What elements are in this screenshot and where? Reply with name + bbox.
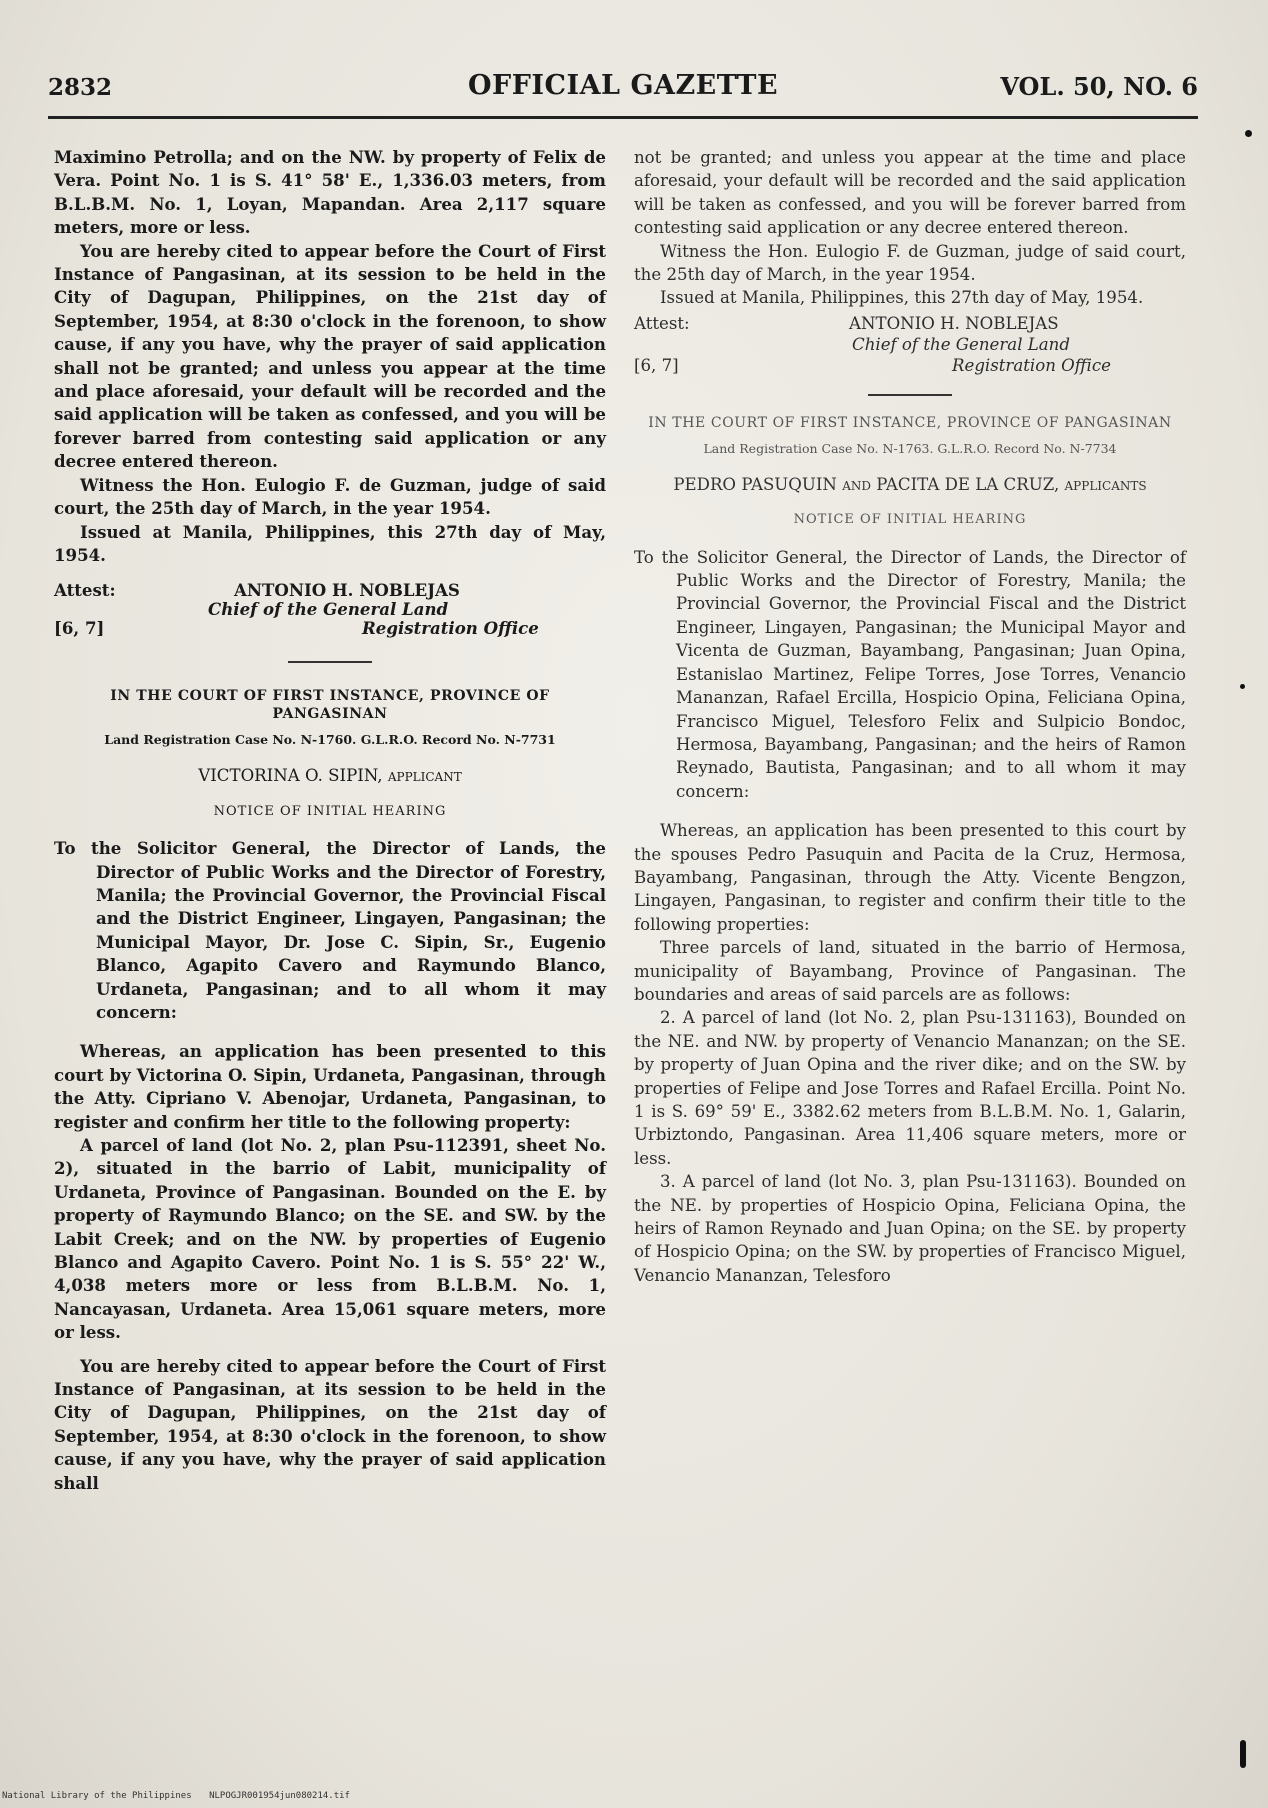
attest-label: Attest: <box>54 580 116 601</box>
attest-name: ANTONIO H. NOBLEJAS <box>849 313 1059 333</box>
parcels-intro-paragraph: Three parcels of land, situated in the barrio of Hermosa, municipality of Bayambang, Province of Pangasinan. The boundaries and areas of said parcels are as follows: <box>634 938 1186 1004</box>
issue-code: [6, 7] <box>634 355 679 375</box>
attest-title-line-1: Chief of the General Land <box>852 334 1070 354</box>
publication-title: OFFICIAL GAZETTE <box>468 70 779 101</box>
addressee-paragraph: To the Solicitor General, the Director of Lands, the Director of Public Works and the Director of Forestry, Manila; the Provincial Governor, the Provincial Fiscal and the District Engineer, Lingayen, Pangasinan; the Municipal Mayor, Dr. Jose C. Sipin, Sr., Eugenio Blanco, Agapito Cavero and Raymundo Blanco, Urdaneta, Pangasinan; and to all whom it may concern: <box>54 838 606 1022</box>
right-column <box>634 146 1186 1287</box>
section-divider <box>288 661 372 663</box>
parcel-3-paragraph: 3. A parcel of land (lot No. 3, plan Psu-131163). Bounded on the NE. by properties of Hospicio Opina, Feliciana Opina, the heirs of Ramon Reynado and Juan Opina; on the SE. by property of Hospicio Opina; on the SW. by properties of Francisco Miguel, Venancio Mananzan, Telesforo <box>634 1172 1186 1285</box>
whereas-paragraph: Whereas, an application has been presented to this court by the spouses Pedro Pasuquin and Pacita de la Cruz, Hermosa, Bayambang, Pangasinan, through the Atty. Vicente Bengzon, Lingayen, Pangasinan, to register and confirm their title to the following properties: <box>634 821 1186 934</box>
case-number: Land Registration Case No. N-1760. G.L.R.O. Record No. N-7731 <box>104 732 556 748</box>
attest-label: Attest: <box>634 313 690 333</box>
whereas-paragraph: Whereas, an application has been presented to this court by Victorina O. Sipin, Urdaneta, Pangasinan, through the Atty. Cipriano V. Abenojar, Urdaneta, Pangasinan, to register and confirm her title to the following property: <box>54 1041 606 1132</box>
page-header <box>48 68 1198 108</box>
notice-heading: NOTICE OF INITIAL HEARING <box>213 803 447 819</box>
applicant-name: PEDRO PASUQUIN and PACITA DE LA CRUZ, applicants <box>673 474 1147 494</box>
attest-name: ANTONIO H. NOBLEJAS <box>234 580 460 601</box>
left-paragraph-3: Witness the Hon. Eulogio F. de Guzman, judge of said court, the 25th day of March, in the year 1954. <box>54 474 606 519</box>
court-heading: IN THE COURT OF FIRST INSTANCE, PROVINCE OF PANGASINAN <box>110 688 550 723</box>
notice-heading: NOTICE OF INITIAL HEARING <box>793 512 1027 528</box>
court-heading: IN THE COURT OF FIRST INSTANCE, PROVINCE OF PANGASINAN <box>648 414 1172 431</box>
scan-speck <box>1245 130 1252 137</box>
issue-code: [6, 7] <box>54 618 105 639</box>
left-paragraph-4: Issued at Manila, Philippines, this 27th day of May, 1954. <box>54 521 606 565</box>
attest-title-line-2: Registration Office <box>952 355 1111 375</box>
library-credit: National Library of the Philippines <box>2 1791 192 1801</box>
addressee-paragraph: To the Solicitor General, the Director of Lands, the Director of Public Works and the Director of Forestry, Manila; the Provincial Governor, the Provincial Fiscal and the District Engineer, Lingayen, Pangasinan; the Municipal Mayor and Vicenta de Guzman, Bayambang, Pangasinan; Juan Opina, Estanislao Martinez, Felipe Torres, Jose Torres, Venancio Mananzan, Rafael Ercilla, Hospicio Opina, Feliciana Opina, Francisco Miguel, Telesforo Felix and Sulpicio Bondoc, Hermosa, Bayambang, Pangasinan; and the heirs of Ramon Reynado, Bautista, Pangasinan; and to all whom it may concern: <box>634 547 1186 801</box>
attest-title-line-1: Chief of the General Land <box>208 599 449 620</box>
scan-filename: NLPOGJR001954jun080214.tif <box>209 1791 350 1801</box>
citation-paragraph: You are hereby cited to appear before the Court of First Instance of Pangasinan, at its session to be held in the City of Dagupan, Philippines, on the 21st day of September, 1954, at 8:30 o'clock in the forenoon, to show cause, if any you have, why the prayer of said application shall <box>54 1355 606 1493</box>
parcel-2-paragraph: 2. A parcel of land (lot No. 2, plan Psu-131163), Bounded on the NE. and NW. by property of Venancio Mananzan; on the SE. by property of Juan Opina and the river dike; and on the SW. by properties of Felipe and Jose Torres and Rafael Ercilla. Point No. 1 is S. 69° 59' E., 3382.62 meters from B.L.B.M. No. 1, Galarin, Urbiztondo, Pangasinan. Area 11,406 square meters, more or less. <box>634 1008 1186 1168</box>
attest-block <box>54 579 606 641</box>
left-paragraph-2: You are hereby cited to appear before the Court of First Instance of Pangasinan, at its session to be held in the City of Dagupan, Philippines, on the 21st day of September, 1954, at 8:30 o'clock in the forenoon, to show cause, if any you have, why the prayer of said application shall not be granted; and unless you appear at the time and place aforesaid, your default will be recorded and the said application will be taken as confessed, and you will be forever barred from contesting said application or any decree entered thereon. <box>54 240 606 472</box>
applicant-name: VICTORINA O. SIPIN, applicant <box>198 766 462 786</box>
parcel-paragraph: A parcel of land (lot No. 2, plan Psu-112391, sheet No. 2), situated in the barrio of Labit, municipality of Urdaneta, Province of Pangasinan. Bounded on the E. by property of Raymundo Blanco; on the SE. and SW. by the Labit Creek; and on the NW. by properties of Eugenio Blanco and Agapito Cavero. Point No. 1 is S. 55° 22' W., 4,038 meters more or less from B.L.B.M. No. 1, Nancayasan, Urdaneta. Area 15,061 square meters, more or less. <box>54 1135 606 1343</box>
page-number: 2832 <box>48 74 113 101</box>
right-paragraph-1: not be granted; and unless you appear at the time and place aforesaid, your default will be recorded and the said application will be taken as confessed, and you will be forever barred from contesting said application or any decree entered thereon. <box>634 148 1186 238</box>
case-number: Land Registration Case No. N-1763. G.L.R.O. Record No. N-7734 <box>703 440 1117 456</box>
scan-speck <box>1240 684 1245 689</box>
right-paragraph-3: Issued at Manila, Philippines, this 27th day of May, 1954. <box>660 288 1144 308</box>
attest-block <box>634 312 1186 378</box>
scan-footer <box>2 1791 362 1801</box>
header-rule <box>48 116 1198 119</box>
section-divider <box>868 394 952 396</box>
scan-speck <box>1240 1740 1246 1768</box>
left-paragraph-1: Maximino Petrolla; and on the NW. by property of Felix de Vera. Point No. 1 is S. 41° 58' E., 1,336.03 meters, from B.L.B.M. No. 1, Loyan, Mapandan. Area 2,117 square meters, more or less. <box>54 147 606 238</box>
attest-title-line-2: Registration Office <box>362 618 539 639</box>
right-paragraph-2: Witness the Hon. Eulogio F. de Guzman, judge of said court, the 25th day of March, in the year 1954. <box>634 241 1186 285</box>
left-column <box>54 146 606 1495</box>
volume-number: VOL. 50, NO. 6 <box>1000 72 1198 101</box>
